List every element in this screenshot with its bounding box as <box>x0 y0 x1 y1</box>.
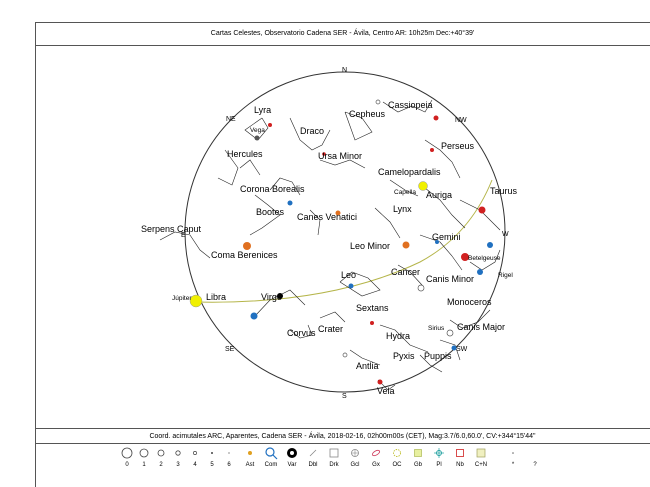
unknown-icon <box>528 446 542 460</box>
label-bootes: Bootes <box>256 207 285 217</box>
open-cluster-icon <box>390 446 404 460</box>
label-virgo: Virgo <box>261 292 282 302</box>
label-serpens-caput: Serpens Caput <box>141 224 202 234</box>
legend-dark-nebula: Drk <box>324 446 344 468</box>
legend-star: * <box>503 446 523 468</box>
label-hydra: Hydra <box>386 331 411 341</box>
mag-2-icon <box>154 446 168 460</box>
star-icon <box>506 446 520 460</box>
planetary-nebula-icon <box>432 446 446 460</box>
variable-star-icon <box>285 446 299 460</box>
legend-asteroid: Ast <box>240 446 260 468</box>
label-camelopardalis: Camelopardalis <box>378 167 441 177</box>
label-sirius: Sirius <box>428 325 445 332</box>
cardinal-se: SE <box>225 346 235 353</box>
label-leo: Leo <box>341 270 357 280</box>
legend-globular-cluster: Gcl <box>345 446 365 468</box>
legend-mag-4: 4 <box>185 446 205 468</box>
legend-planetary-nebula: Pl <box>429 446 449 468</box>
label-taurus: Taurus <box>490 186 518 196</box>
label-canes-venatici: Canes Venatici <box>297 212 358 222</box>
cardinal-w: W <box>502 231 509 238</box>
label-rigel: Rigel <box>498 272 513 279</box>
legend-cluster-nebula: C+N <box>471 446 491 468</box>
label-betelgeuse: Betelgeuse <box>468 255 501 262</box>
cardinal-nw: NW <box>455 117 467 124</box>
legend-open-cluster: OC <box>387 446 407 468</box>
legend-nebula: Nb <box>450 446 470 468</box>
label-canis-major: Canis Major <box>457 322 506 332</box>
label-cassiopeia: Cassiopeia <box>388 100 433 110</box>
label-libra: Libra <box>206 292 227 302</box>
chart-title: Cartas Celestes, Observatorio Cadena SER - Ávila, Centro AR: 10h25m Dec:+40°39' <box>35 22 650 46</box>
legend-mag-6: 6 <box>219 446 239 468</box>
label-corona-borealis: Corona Borealis <box>240 184 305 194</box>
label-sextans: Sextans <box>356 303 389 313</box>
cardinal-ne: NE <box>226 116 236 123</box>
label-perseus: Perseus <box>441 141 475 151</box>
nebula-icon <box>453 446 467 460</box>
label-gemini: Gemini <box>432 232 461 242</box>
globular-cluster-icon <box>348 446 362 460</box>
mag-0-icon <box>120 446 134 460</box>
label-corvus: Corvus <box>287 328 316 338</box>
legend-mag-3: 3 <box>168 446 188 468</box>
label-lyra: Lyra <box>254 105 272 115</box>
label-vega: Vega <box>250 127 265 134</box>
comet-icon <box>264 446 278 460</box>
mag-5-icon <box>205 446 219 460</box>
mag-3-icon <box>171 446 185 460</box>
chart-footer: Coord. acimutales ARC, Aparentes, Cadena SER - Ávila, 2018-02-16, 02h00m00s (CET), Mag:3.7/6.0,60.0', CV:+344°15'44" <box>35 428 650 444</box>
legend-mag-2: 2 <box>151 446 171 468</box>
mag-4-icon <box>188 446 202 460</box>
cardinal-s: S <box>342 393 347 400</box>
label-auriga: Auriga <box>426 190 453 200</box>
cardinal-sw: SW <box>456 346 468 353</box>
label-puppis: Puppis <box>424 351 452 361</box>
legend-mag-0: 0 <box>117 446 137 468</box>
label-lynx: Lynx <box>393 204 412 214</box>
mag-6-icon <box>222 446 236 460</box>
legend-galaxy: Gx <box>366 446 386 468</box>
legend-unknown: ? <box>525 446 545 468</box>
label-vela: Vela <box>377 386 395 396</box>
label-antlia: Antlia <box>356 361 379 371</box>
legend-comet: Com <box>261 446 281 468</box>
globule-icon <box>411 446 425 460</box>
galaxy-icon <box>369 446 383 460</box>
label-jupiter: Júpiter <box>172 295 192 302</box>
legend-double-star: Dbl <box>303 446 323 468</box>
label-ursa-minor: Ursa Minor <box>318 151 363 161</box>
label-cancer: Cancer <box>391 267 421 277</box>
legend-variable-star: Var <box>282 446 302 468</box>
label-leo-minor: Leo Minor <box>350 241 391 251</box>
label-capella: Capella <box>394 189 417 196</box>
label-monoceros: Monoceros <box>447 297 492 307</box>
object-legend <box>35 446 650 486</box>
cardinal-e: E <box>181 232 186 239</box>
label-coma-berenices: Coma Berenices <box>211 250 278 260</box>
double-star-icon <box>306 446 320 460</box>
cardinal-n: N <box>342 67 348 74</box>
label-hercules: Hercules <box>227 149 263 159</box>
label-cepheus: Cepheus <box>349 109 386 119</box>
label-canis-minor: Canis Minor <box>426 274 475 284</box>
asteroid-icon <box>243 446 257 460</box>
legend-mag-5: 5 <box>202 446 222 468</box>
mag-1-icon <box>137 446 151 460</box>
legend-globule: Gb <box>408 446 428 468</box>
dark-nebula-icon <box>327 446 341 460</box>
label-crater: Crater <box>318 324 344 334</box>
label-draco: Draco <box>300 126 325 136</box>
legend-mag-1: 1 <box>134 446 154 468</box>
label-pyxis: Pyxis <box>393 351 415 361</box>
cluster-nebula-icon <box>474 446 488 460</box>
